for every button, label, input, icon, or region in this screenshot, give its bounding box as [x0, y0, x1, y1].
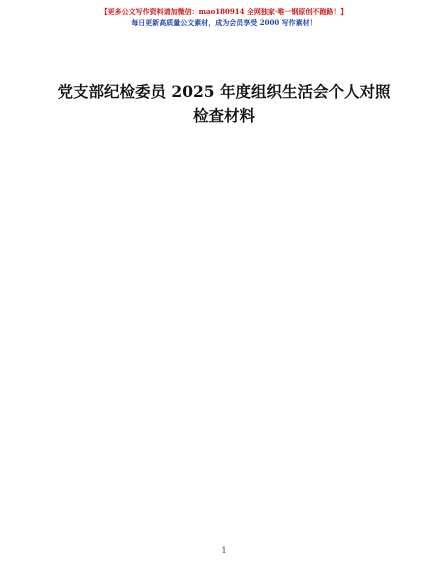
page-number: 1 — [221, 546, 227, 555]
document-title-line-1: 党支部纪检委员 2025 年度组织生活会个人对照 — [57, 82, 391, 101]
promo-banner-line-2: 每日更新高质量公文素材，成为会员享受 2000 写作素材！ — [131, 18, 317, 27]
document-title-line-2: 检查材料 — [192, 106, 255, 125]
promo-banner-line-1: 【更多公文写作资料请加微信：mao180914 全网独家·唯一钢原创不跑路！】 — [100, 7, 348, 16]
